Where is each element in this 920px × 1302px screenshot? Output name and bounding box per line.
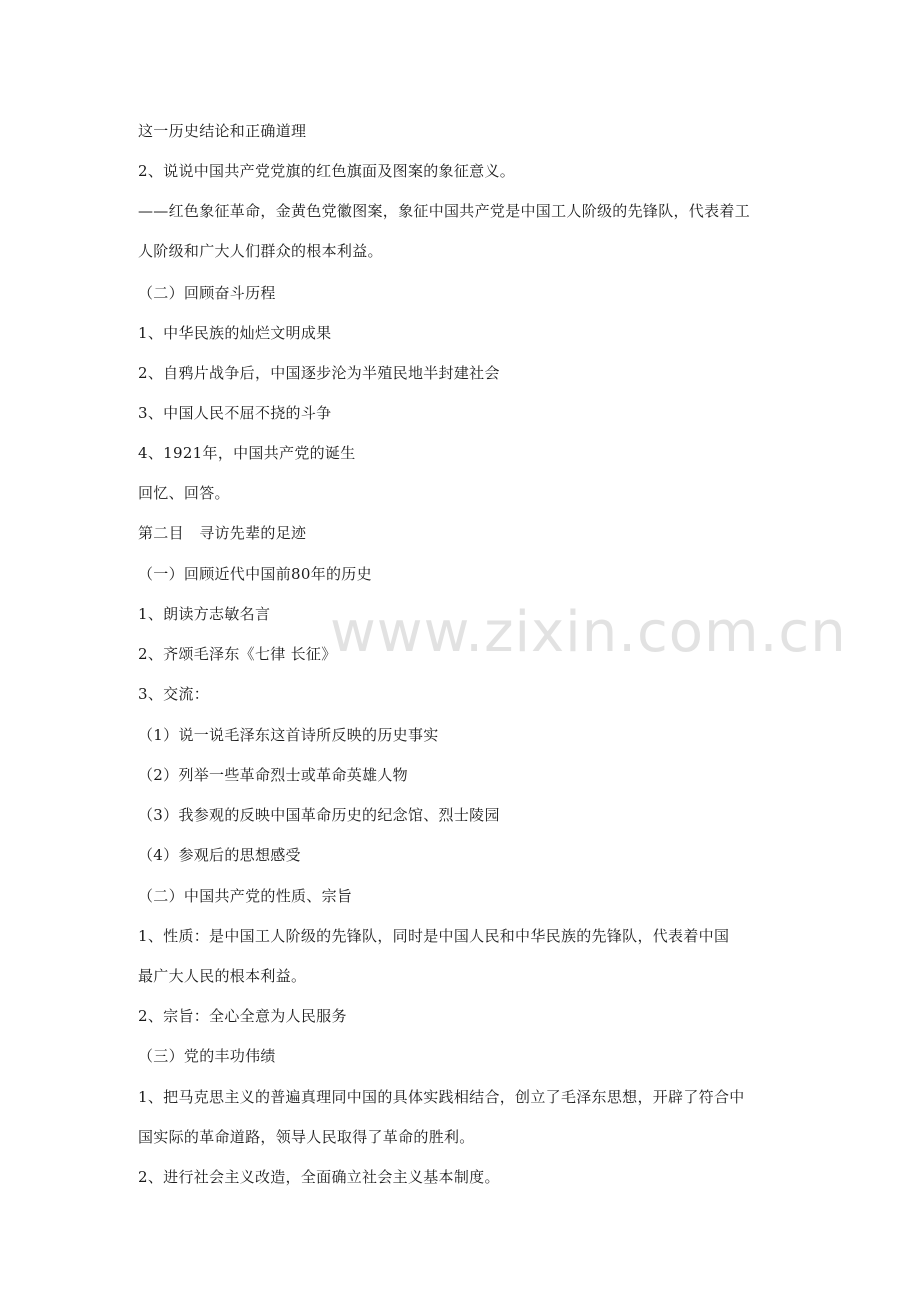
- text-line-5: （二）回顾奋斗历程: [138, 284, 276, 302]
- text-line-12: （一）回顾近代中国前80年的历史: [138, 565, 372, 583]
- section-heading: 第二目 寻访先辈的足迹: [138, 524, 307, 542]
- text-line-23: 2、宗旨：全心全意为人民服务: [138, 1007, 347, 1025]
- text-line-13: 1、朗读方志敏名言: [138, 605, 271, 623]
- text-line-18: （3）我参观的反映中国革命历史的纪念馆、烈士陵园: [138, 806, 500, 824]
- text-line-22: 最广大人民的根本利益。: [138, 967, 307, 985]
- text-line-1: 这一历史结论和正确道理: [138, 122, 307, 140]
- text-line-10: 回忆、回答。: [138, 484, 230, 502]
- text-line-14: 2、齐颂毛泽东《七律 长征》: [138, 645, 337, 663]
- text-line-21: 1、性质：是中国工人阶级的先锋队，同时是中国人民和中华民族的先锋队，代表着中国: [138, 927, 730, 945]
- text-line-25: 1、把马克思主义的普遍真理同中国的具体实践相结合，创立了毛泽东思想，开辟了符合中: [138, 1088, 745, 1106]
- text-line-17: （2）列举一些革命烈士或革命英雄人物: [138, 766, 408, 784]
- text-line-26: 国实际的革命道路，领导人民取得了革命的胜利。: [138, 1128, 475, 1146]
- text-line-7: 2、自鸦片战争后，中国逐步沦为半殖民地半封建社会: [138, 364, 500, 382]
- text-line-16: （1）说一说毛泽东这首诗所反映的历史事实: [138, 726, 439, 744]
- text-line-15: 3、交流：: [138, 685, 210, 703]
- text-line-8: 3、中国人民不屈不挠的斗争: [138, 404, 332, 422]
- text-line-2: 2、说说中国共产党党旗的红色旗面及图案的象征意义。: [138, 162, 516, 180]
- watermark: www.zixin.com.cn: [330, 600, 847, 665]
- text-line-6: 1、中华民族的灿烂文明成果: [138, 324, 332, 342]
- text-line-20: （二）中国共产党的性质、宗旨: [138, 887, 353, 905]
- text-line-4: 人阶级和广大人们群众的根本利益。: [138, 242, 383, 260]
- text-line-24: （三）党的丰功伟绩: [138, 1047, 276, 1065]
- text-line-9: 4、1921年，中国共产党的诞生: [138, 444, 356, 462]
- text-line-27: 2、进行社会主义改造，全面确立社会主义基本制度。: [138, 1168, 500, 1186]
- text-line-19: （4）参观后的思想感受: [138, 846, 301, 864]
- text-line-3: ——红色象征革命，金黄色党徽图案，象征中国共产党是中国工人阶级的先锋队，代表着工: [138, 202, 751, 220]
